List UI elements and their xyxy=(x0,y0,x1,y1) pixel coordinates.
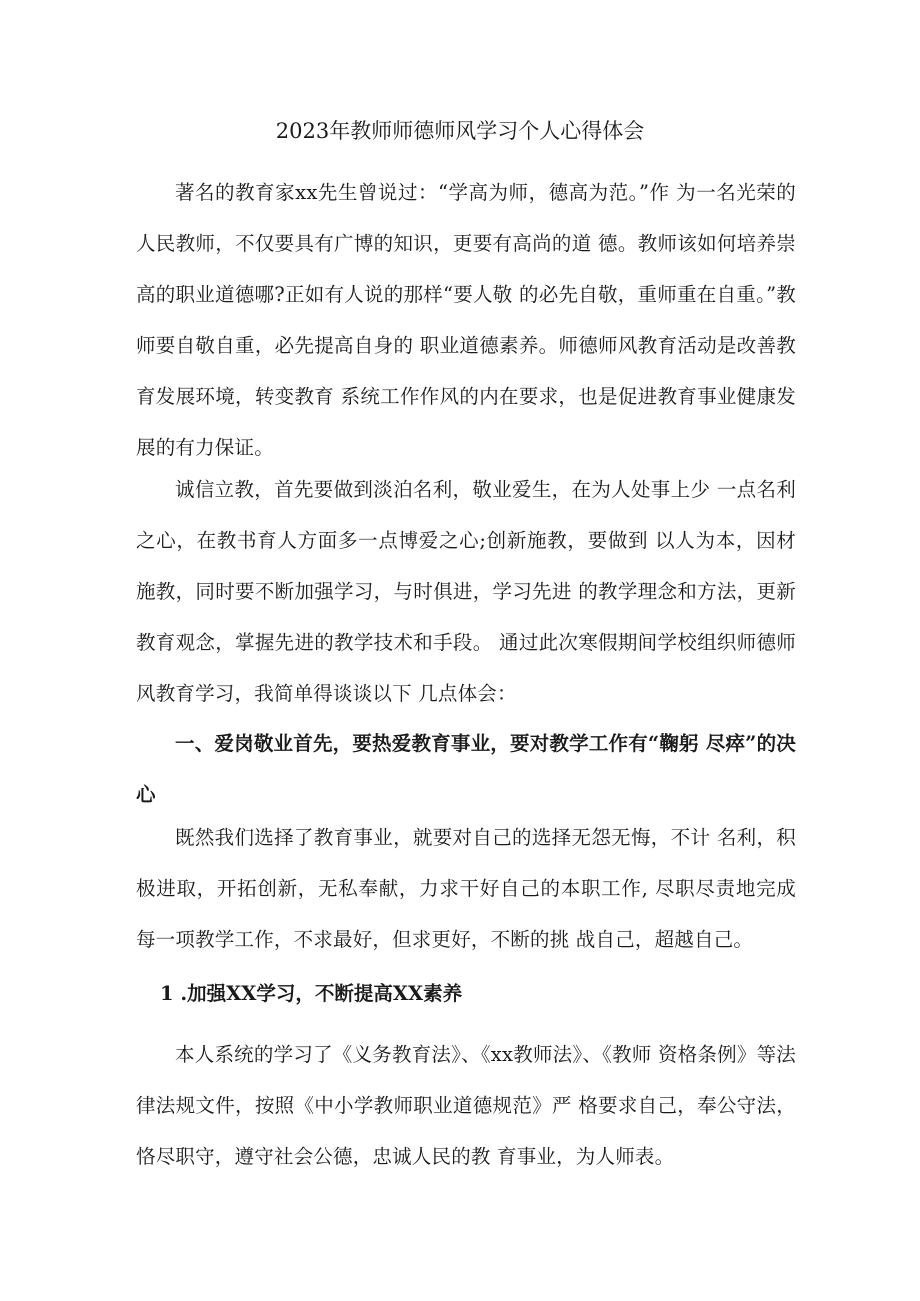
paragraph-dedication: 既然我们选择了教育事业，就要对自己的选择无怨无悔，不计 名利，积极进取，开拓创新，无私奉献，力求干好自己的本职工作, 尽职尽责地完成每一项教学工作，不求最好，但求更好，不断的挑 战自己，超越自己。 xyxy=(136,826,796,951)
paragraph-integrity: 诚信立教，首先要做到淡泊名利，敬业爱生，在为人处事上少 一点名利之心，在教书育人方面多一点博爱之心;创新施教，要做到 以人为本，因材施教，同时要不断加强学习，与时俱进，学习先进 的教学理念和方法，更新教育观念，掌握先进的教学技术和手段。 通过此次寒假期间学校组织师德师风教育学习，我简单得谈谈以下 几点体会： xyxy=(136,478,796,705)
document-title: 2023年教师师德师风学习个人心得体会 xyxy=(275,119,645,143)
numbered-heading-study: 1 .加强XX学习，不断提高XX素养 xyxy=(160,982,463,1005)
paragraph-laws: 本人系统的学习了《义务教育法》、《xx教师法》、《教师 资格条例》等法律法规文件，按照《中小学教师职业道德规范》严 格要求自己，奉公守法，恪尽职守，遵守社会公德，忠诚人民的教 育事业，为人师表。 xyxy=(136,1043,796,1168)
paragraph-intro: 著名的教育家xx先生曾说过：“学高为师，德高为范。”作 为一名光荣的人民教师，不仅要具有广博的知识，更要有高尚的道 德。教师该如何培养崇高的职业道德哪?正如有人说的那样“要人敬 的必先自敬，重师重在自重。”教师要自敬自重，必先提高自身的 职业道德素养。师德师风教育活动是改善教育发展环境，转变教育 系统工作作风的内在要求，也是促进教育事业健康发展的有力保证。 xyxy=(136,181,796,459)
section-heading-dedication: 一、爱岗敬业首先，要热爱教育事业，要对教学工作有“鞠躬 尽瘁”的决心 xyxy=(136,732,796,806)
